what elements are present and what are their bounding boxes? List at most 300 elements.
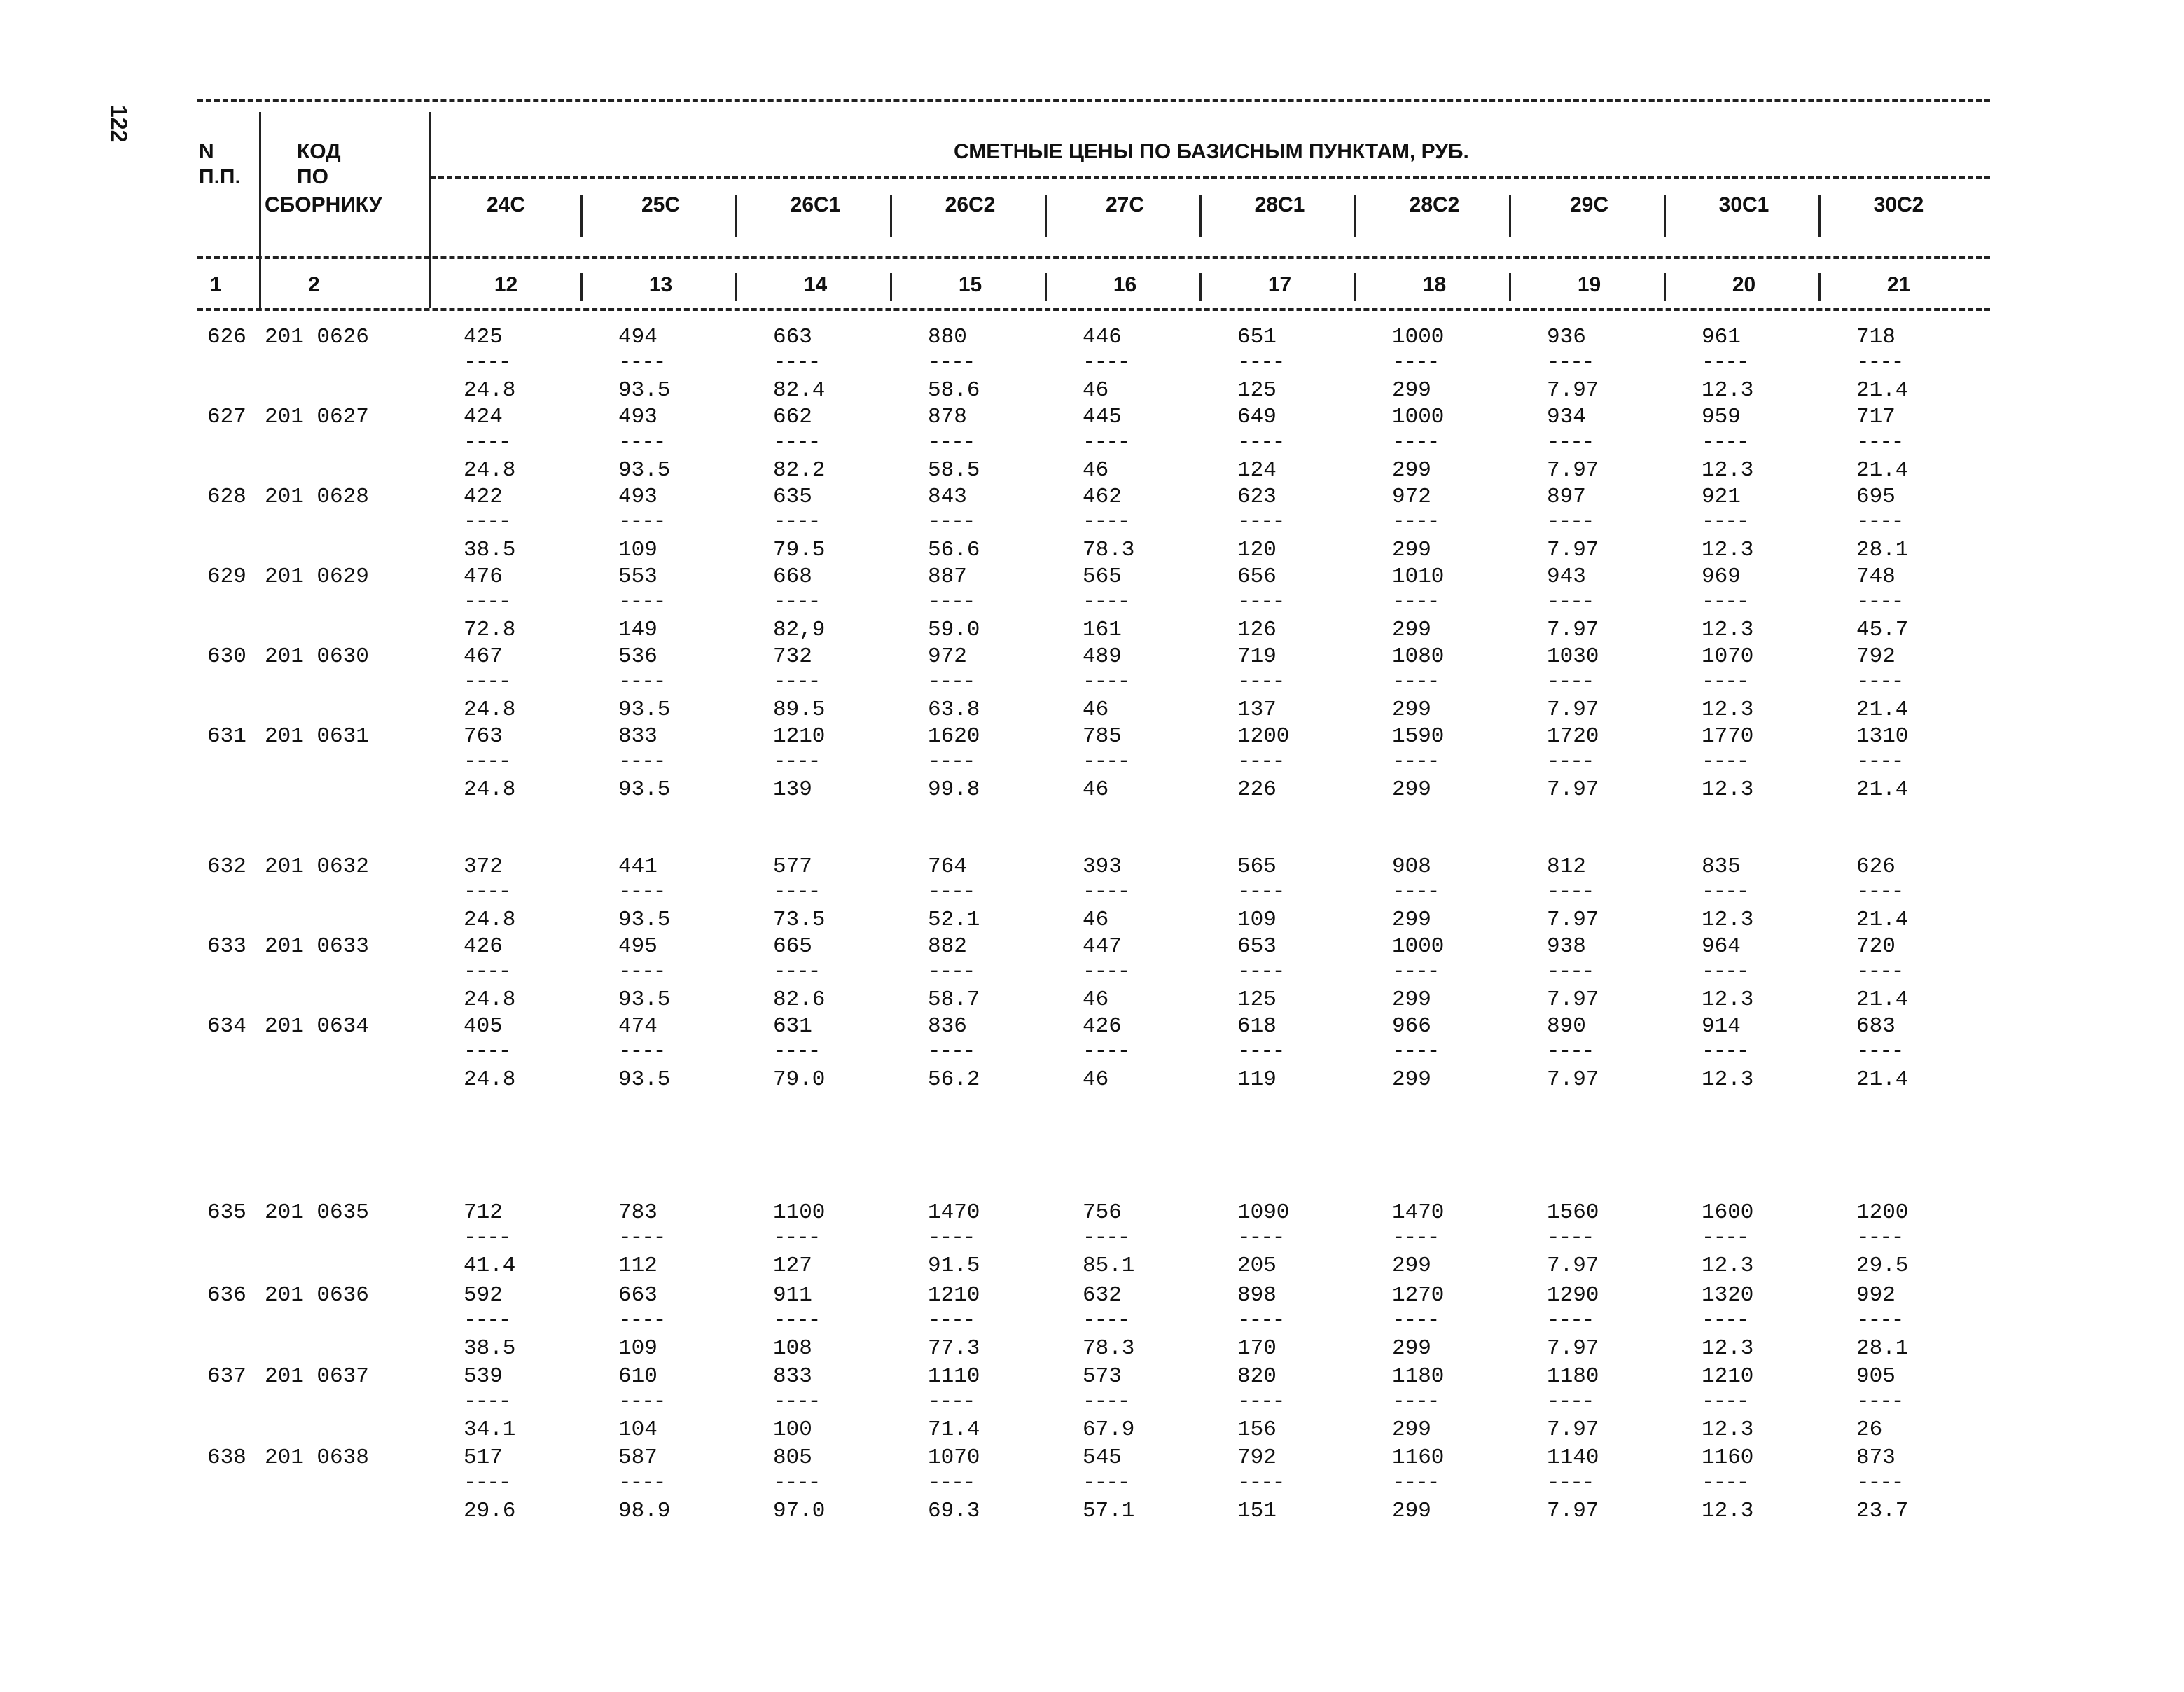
fraction-separator: ---- [618, 1308, 665, 1333]
transport-value: 56.6 [928, 538, 980, 562]
transport-value: 38.5 [464, 538, 516, 562]
transport-value: 99.8 [928, 777, 980, 802]
price-value: 914 [1702, 1014, 1741, 1039]
transport-value: 52.1 [928, 908, 980, 932]
price-value: 833 [618, 724, 658, 749]
column-number: 15 [958, 273, 982, 296]
fraction-separator: ---- [1083, 510, 1129, 534]
fraction-separator: ---- [618, 350, 665, 375]
column-number: 18 [1422, 273, 1447, 296]
point-column-header: 24С [486, 193, 526, 216]
price-value: 1140 [1547, 1445, 1599, 1470]
price-value: 668 [773, 564, 812, 589]
price-value: 1310 [1856, 724, 1909, 749]
price-value: 1200 [1856, 1200, 1909, 1225]
fraction-separator: ---- [1083, 880, 1129, 904]
row-code: 201 0633 [265, 934, 369, 959]
price-value: 565 [1237, 854, 1277, 879]
fraction-separator: ---- [464, 350, 510, 375]
fraction-separator: ---- [1856, 670, 1903, 694]
transport-value: 78.3 [1083, 538, 1135, 562]
transport-value: 21.4 [1856, 698, 1909, 722]
transport-value: 57.1 [1083, 1499, 1135, 1523]
price-value: 662 [773, 405, 812, 429]
price-value: 959 [1702, 405, 1741, 429]
fraction-separator: ---- [773, 510, 820, 534]
fraction-separator: ---- [1702, 1308, 1748, 1333]
fraction-separator: ---- [1392, 670, 1439, 694]
fraction-separator: ---- [1237, 1308, 1284, 1333]
price-value: 1100 [773, 1200, 826, 1225]
transport-value: 151 [1237, 1499, 1277, 1523]
price-value: 425 [464, 325, 503, 349]
fraction-separator: ---- [1856, 1308, 1903, 1333]
price-value: 992 [1856, 1283, 1896, 1308]
col-code-label-1: КОД [297, 140, 341, 163]
transport-value: 93.5 [618, 987, 671, 1012]
price-value: 878 [928, 405, 967, 429]
transport-value: 7.97 [1547, 777, 1599, 802]
row-number: 630 [207, 644, 246, 669]
fraction-separator: ---- [1856, 880, 1903, 904]
column-number: 17 [1267, 273, 1292, 296]
transport-value: 109 [1237, 908, 1277, 932]
price-value: 756 [1083, 1200, 1122, 1225]
transport-value: 28.1 [1856, 538, 1909, 562]
transport-value: 126 [1237, 618, 1277, 642]
price-value: 665 [773, 934, 812, 959]
fraction-separator: ---- [1392, 749, 1439, 774]
price-value: 908 [1392, 854, 1431, 879]
fraction-separator: ---- [1237, 430, 1284, 455]
price-value: 683 [1856, 1014, 1896, 1039]
price-value: 577 [773, 854, 812, 879]
price-value: 1590 [1392, 724, 1445, 749]
row-number: 628 [207, 485, 246, 509]
transport-value: 170 [1237, 1336, 1277, 1361]
fraction-separator: ---- [1547, 350, 1594, 375]
price-value: 631 [773, 1014, 812, 1039]
transport-value: 71.4 [928, 1417, 980, 1442]
transport-value: 226 [1237, 777, 1277, 802]
fraction-separator: ---- [1547, 1226, 1594, 1250]
fraction-separator: ---- [1547, 510, 1594, 534]
fraction-separator: ---- [1547, 430, 1594, 455]
transport-value: 109 [618, 538, 658, 562]
row-code: 201 0634 [265, 1014, 369, 1039]
point-column-header: 28С2 [1409, 193, 1460, 216]
row-code: 201 0631 [265, 724, 369, 749]
fraction-separator: ---- [1392, 880, 1439, 904]
header-bottom-rule [197, 308, 1990, 311]
transport-value: 26 [1856, 1417, 1883, 1442]
price-value: 536 [618, 644, 658, 669]
transport-value: 79.5 [773, 538, 826, 562]
fraction-separator: ---- [928, 1471, 975, 1495]
price-value: 792 [1856, 644, 1896, 669]
row-number: 629 [207, 564, 246, 589]
fraction-separator: ---- [1702, 1226, 1748, 1250]
price-value: 718 [1856, 325, 1896, 349]
transport-value: 299 [1392, 538, 1431, 562]
fraction-separator: ---- [773, 1226, 820, 1250]
transport-value: 69.3 [928, 1499, 980, 1523]
fraction-separator: ---- [1702, 430, 1748, 455]
transport-value: 139 [773, 777, 812, 802]
price-value: 938 [1547, 934, 1586, 959]
fraction-separator: ---- [464, 1471, 510, 1495]
fraction-separator: ---- [1702, 670, 1748, 694]
transport-value: 127 [773, 1254, 812, 1278]
row-code: 201 0632 [265, 854, 369, 879]
price-value: 1560 [1547, 1200, 1599, 1225]
col-code-label-2: ПО [297, 165, 328, 188]
price-value: 843 [928, 485, 967, 509]
fraction-separator: ---- [618, 1039, 665, 1064]
price-value: 651 [1237, 325, 1277, 349]
fraction-separator: ---- [1547, 749, 1594, 774]
col-code-label-3: СБОРНИКУ [265, 193, 382, 216]
price-value: 873 [1856, 1445, 1896, 1470]
price-value: 961 [1702, 325, 1741, 349]
point-column-header: 30С1 [1718, 193, 1769, 216]
price-value: 495 [618, 934, 658, 959]
fraction-separator: ---- [618, 430, 665, 455]
price-value: 695 [1856, 485, 1896, 509]
fraction-separator: ---- [928, 1039, 975, 1064]
price-value: 964 [1702, 934, 1741, 959]
price-value: 663 [618, 1283, 658, 1308]
transport-value: 91.5 [928, 1254, 980, 1278]
transport-value: 45.7 [1856, 618, 1909, 642]
col-num-label-2: П.П. [199, 165, 241, 188]
table-title: СМЕТНЫЕ ЦЕНЫ ПО БАЗИСНЫМ ПУНКТАМ, РУБ. [954, 140, 1469, 163]
transport-value: 299 [1392, 908, 1431, 932]
fraction-separator: ---- [928, 430, 975, 455]
price-value: 1210 [773, 724, 826, 749]
fraction-separator: ---- [1702, 880, 1748, 904]
transport-value: 77.3 [928, 1336, 980, 1361]
fraction-separator: ---- [1856, 1226, 1903, 1250]
row-code: 201 0638 [265, 1445, 369, 1470]
price-value: 426 [464, 934, 503, 959]
fraction-separator: ---- [1856, 430, 1903, 455]
price-value: 1160 [1702, 1445, 1754, 1470]
fraction-separator: ---- [1547, 670, 1594, 694]
transport-value: 120 [1237, 538, 1277, 562]
transport-value: 58.7 [928, 987, 980, 1012]
fraction-separator: ---- [1547, 1389, 1594, 1414]
fraction-separator: ---- [1392, 959, 1439, 984]
point-column-header: 27С [1105, 193, 1145, 216]
transport-value: 119 [1237, 1067, 1277, 1092]
price-value: 467 [464, 644, 503, 669]
price-value: 720 [1856, 934, 1896, 959]
fraction-separator: ---- [773, 670, 820, 694]
point-column-header: 26С2 [945, 193, 996, 216]
fraction-separator: ---- [1392, 430, 1439, 455]
price-value: 887 [928, 564, 967, 589]
transport-value: 78.3 [1083, 1336, 1135, 1361]
transport-value: 12.3 [1702, 908, 1754, 932]
price-value: 972 [1392, 485, 1431, 509]
fraction-separator: ---- [1702, 1471, 1748, 1495]
price-value: 717 [1856, 405, 1896, 429]
price-value: 1010 [1392, 564, 1445, 589]
transport-value: 108 [773, 1336, 812, 1361]
fraction-separator: ---- [1702, 350, 1748, 375]
transport-value: 161 [1083, 618, 1122, 642]
price-value: 969 [1702, 564, 1741, 589]
fraction-separator: ---- [1856, 510, 1903, 534]
fraction-separator: ---- [618, 959, 665, 984]
title-rule [430, 176, 1990, 179]
transport-value: 38.5 [464, 1336, 516, 1361]
price-value: 812 [1547, 854, 1586, 879]
row-number: 631 [207, 724, 246, 749]
price-value: 1160 [1392, 1445, 1445, 1470]
fraction-separator: ---- [618, 749, 665, 774]
price-value: 422 [464, 485, 503, 509]
fraction-separator: ---- [1237, 1389, 1284, 1414]
price-value: 805 [773, 1445, 812, 1470]
transport-value: 299 [1392, 618, 1431, 642]
transport-value: 67.9 [1083, 1417, 1135, 1442]
price-value: 653 [1237, 934, 1277, 959]
price-value: 732 [773, 644, 812, 669]
transport-value: 46 [1083, 698, 1109, 722]
row-code: 201 0636 [265, 1283, 369, 1308]
page-number: 122 [106, 105, 132, 143]
price-value: 1030 [1547, 644, 1599, 669]
fraction-separator: ---- [618, 1389, 665, 1414]
price-value: 764 [928, 854, 967, 879]
transport-value: 24.8 [464, 698, 516, 722]
column-number: 16 [1113, 273, 1137, 296]
price-value: 1000 [1392, 405, 1445, 429]
fraction-separator: ---- [928, 670, 975, 694]
transport-value: 299 [1392, 458, 1431, 483]
column-number: 1 [210, 273, 222, 296]
fraction-separator: ---- [773, 350, 820, 375]
price-value: 447 [1083, 934, 1122, 959]
column-number: 20 [1732, 273, 1756, 296]
transport-value: 104 [618, 1417, 658, 1442]
row-code: 201 0627 [265, 405, 369, 429]
row-number: 635 [207, 1200, 246, 1225]
transport-value: 24.8 [464, 777, 516, 802]
price-value: 573 [1083, 1364, 1122, 1389]
price-value: 635 [773, 485, 812, 509]
transport-value: 24.8 [464, 458, 516, 483]
price-value: 565 [1083, 564, 1122, 589]
transport-value: 89.5 [773, 698, 826, 722]
price-value: 663 [773, 325, 812, 349]
fraction-separator: ---- [1702, 749, 1748, 774]
price-value: 1000 [1392, 325, 1445, 349]
transport-value: 299 [1392, 1254, 1431, 1278]
price-value: 934 [1547, 405, 1586, 429]
transport-value: 46 [1083, 777, 1109, 802]
transport-value: 125 [1237, 987, 1277, 1012]
transport-value: 7.97 [1547, 1417, 1599, 1442]
fraction-separator: ---- [1083, 1039, 1129, 1064]
transport-value: 24.8 [464, 908, 516, 932]
fraction-separator: ---- [1547, 1471, 1594, 1495]
transport-value: 93.5 [618, 698, 671, 722]
fraction-separator: ---- [1702, 1039, 1748, 1064]
fraction-separator: ---- [1083, 670, 1129, 694]
price-value: 1090 [1237, 1200, 1290, 1225]
price-value: 649 [1237, 405, 1277, 429]
price-value: 626 [1856, 854, 1896, 879]
transport-value: 21.4 [1856, 987, 1909, 1012]
price-value: 1180 [1547, 1364, 1599, 1389]
price-value: 545 [1083, 1445, 1122, 1470]
fraction-separator: ---- [1392, 1308, 1439, 1333]
row-number: 626 [207, 325, 246, 349]
price-value: 1110 [928, 1364, 980, 1389]
transport-value: 82.2 [773, 458, 826, 483]
transport-value: 46 [1083, 458, 1109, 483]
row-number: 638 [207, 1445, 246, 1470]
fraction-separator: ---- [1083, 959, 1129, 984]
price-value: 1000 [1392, 934, 1445, 959]
fraction-separator: ---- [1392, 350, 1439, 375]
transport-value: 125 [1237, 378, 1277, 403]
fraction-separator: ---- [1547, 1308, 1594, 1333]
fraction-separator: ---- [928, 1308, 975, 1333]
fraction-separator: ---- [1237, 1471, 1284, 1495]
price-value: 1770 [1702, 724, 1754, 749]
transport-value: 299 [1392, 1417, 1431, 1442]
transport-value: 93.5 [618, 458, 671, 483]
transport-value: 12.3 [1702, 1254, 1754, 1278]
row-number: 632 [207, 854, 246, 879]
price-value: 748 [1856, 564, 1896, 589]
transport-value: 7.97 [1547, 538, 1599, 562]
transport-value: 299 [1392, 1067, 1431, 1092]
price-value: 820 [1237, 1364, 1277, 1389]
row-code: 201 0629 [265, 564, 369, 589]
point-column-header: 26С1 [790, 193, 841, 216]
transport-value: 12.3 [1702, 987, 1754, 1012]
transport-value: 12.3 [1702, 1417, 1754, 1442]
price-value: 1720 [1547, 724, 1599, 749]
fraction-separator: ---- [1702, 510, 1748, 534]
transport-value: 299 [1392, 1499, 1431, 1523]
fraction-separator: ---- [618, 510, 665, 534]
fraction-separator: ---- [1547, 1039, 1594, 1064]
transport-value: 58.6 [928, 378, 980, 403]
transport-value: 21.4 [1856, 1067, 1909, 1092]
fraction-separator: ---- [464, 959, 510, 984]
price-value: 1290 [1547, 1283, 1599, 1308]
fraction-separator: ---- [1856, 1039, 1903, 1064]
fraction-separator: ---- [1083, 430, 1129, 455]
row-code: 201 0626 [265, 325, 369, 349]
price-value: 474 [618, 1014, 658, 1039]
price-value: 426 [1083, 1014, 1122, 1039]
transport-value: 7.97 [1547, 618, 1599, 642]
price-value: 656 [1237, 564, 1277, 589]
transport-value: 299 [1392, 987, 1431, 1012]
price-value: 712 [464, 1200, 503, 1225]
fraction-separator: ---- [1237, 959, 1284, 984]
fraction-separator: ---- [1237, 749, 1284, 774]
point-column-header: 25С [641, 193, 681, 216]
transport-value: 46 [1083, 987, 1109, 1012]
transport-value: 299 [1392, 777, 1431, 802]
transport-value: 79.0 [773, 1067, 826, 1092]
price-value: 905 [1856, 1364, 1896, 1389]
transport-value: 93.5 [618, 908, 671, 932]
fraction-separator: ---- [1392, 1226, 1439, 1250]
fraction-separator: ---- [1237, 1226, 1284, 1250]
fraction-separator: ---- [464, 880, 510, 904]
fraction-separator: ---- [1083, 1308, 1129, 1333]
transport-value: 12.3 [1702, 618, 1754, 642]
transport-value: 23.7 [1856, 1499, 1909, 1523]
price-value: 445 [1083, 405, 1122, 429]
price-value: 1180 [1392, 1364, 1445, 1389]
transport-value: 93.5 [618, 1067, 671, 1092]
price-value: 897 [1547, 485, 1586, 509]
point-column-header: 29С [1569, 193, 1609, 216]
price-value: 921 [1702, 485, 1741, 509]
price-value: 372 [464, 854, 503, 879]
fraction-separator: ---- [464, 1389, 510, 1414]
transport-value: 28.1 [1856, 1336, 1909, 1361]
price-value: 405 [464, 1014, 503, 1039]
fraction-separator: ---- [1237, 670, 1284, 694]
price-value: 880 [928, 325, 967, 349]
fraction-separator: ---- [773, 1039, 820, 1064]
price-value: 610 [618, 1364, 658, 1389]
fraction-separator: ---- [928, 510, 975, 534]
price-value: 936 [1547, 325, 1586, 349]
price-value: 836 [928, 1014, 967, 1039]
fraction-separator: ---- [1856, 1389, 1903, 1414]
row-number: 633 [207, 934, 246, 959]
price-value: 1320 [1702, 1283, 1754, 1308]
fraction-separator: ---- [928, 1226, 975, 1250]
price-value: 1470 [1392, 1200, 1445, 1225]
transport-value: 82.6 [773, 987, 826, 1012]
transport-value: 29.6 [464, 1499, 516, 1523]
price-value: 476 [464, 564, 503, 589]
price-value: 898 [1237, 1283, 1277, 1308]
fraction-separator: ---- [1702, 1389, 1748, 1414]
transport-value: 7.97 [1547, 1254, 1599, 1278]
price-value: 441 [618, 854, 658, 879]
row-number: 634 [207, 1014, 246, 1039]
fraction-separator: ---- [1392, 510, 1439, 534]
fraction-separator: ---- [928, 749, 975, 774]
transport-value: 7.97 [1547, 987, 1599, 1012]
price-value: 943 [1547, 564, 1586, 589]
fraction-separator: ---- [928, 959, 975, 984]
fraction-separator: ---- [773, 590, 820, 614]
price-value: 1070 [928, 1445, 980, 1470]
transport-value: 63.8 [928, 698, 980, 722]
price-value: 1070 [1702, 644, 1754, 669]
row-code: 201 0635 [265, 1200, 369, 1225]
fraction-separator: ---- [1083, 749, 1129, 774]
column-number: 2 [308, 273, 320, 296]
price-value: 719 [1237, 644, 1277, 669]
price-value: 966 [1392, 1014, 1431, 1039]
